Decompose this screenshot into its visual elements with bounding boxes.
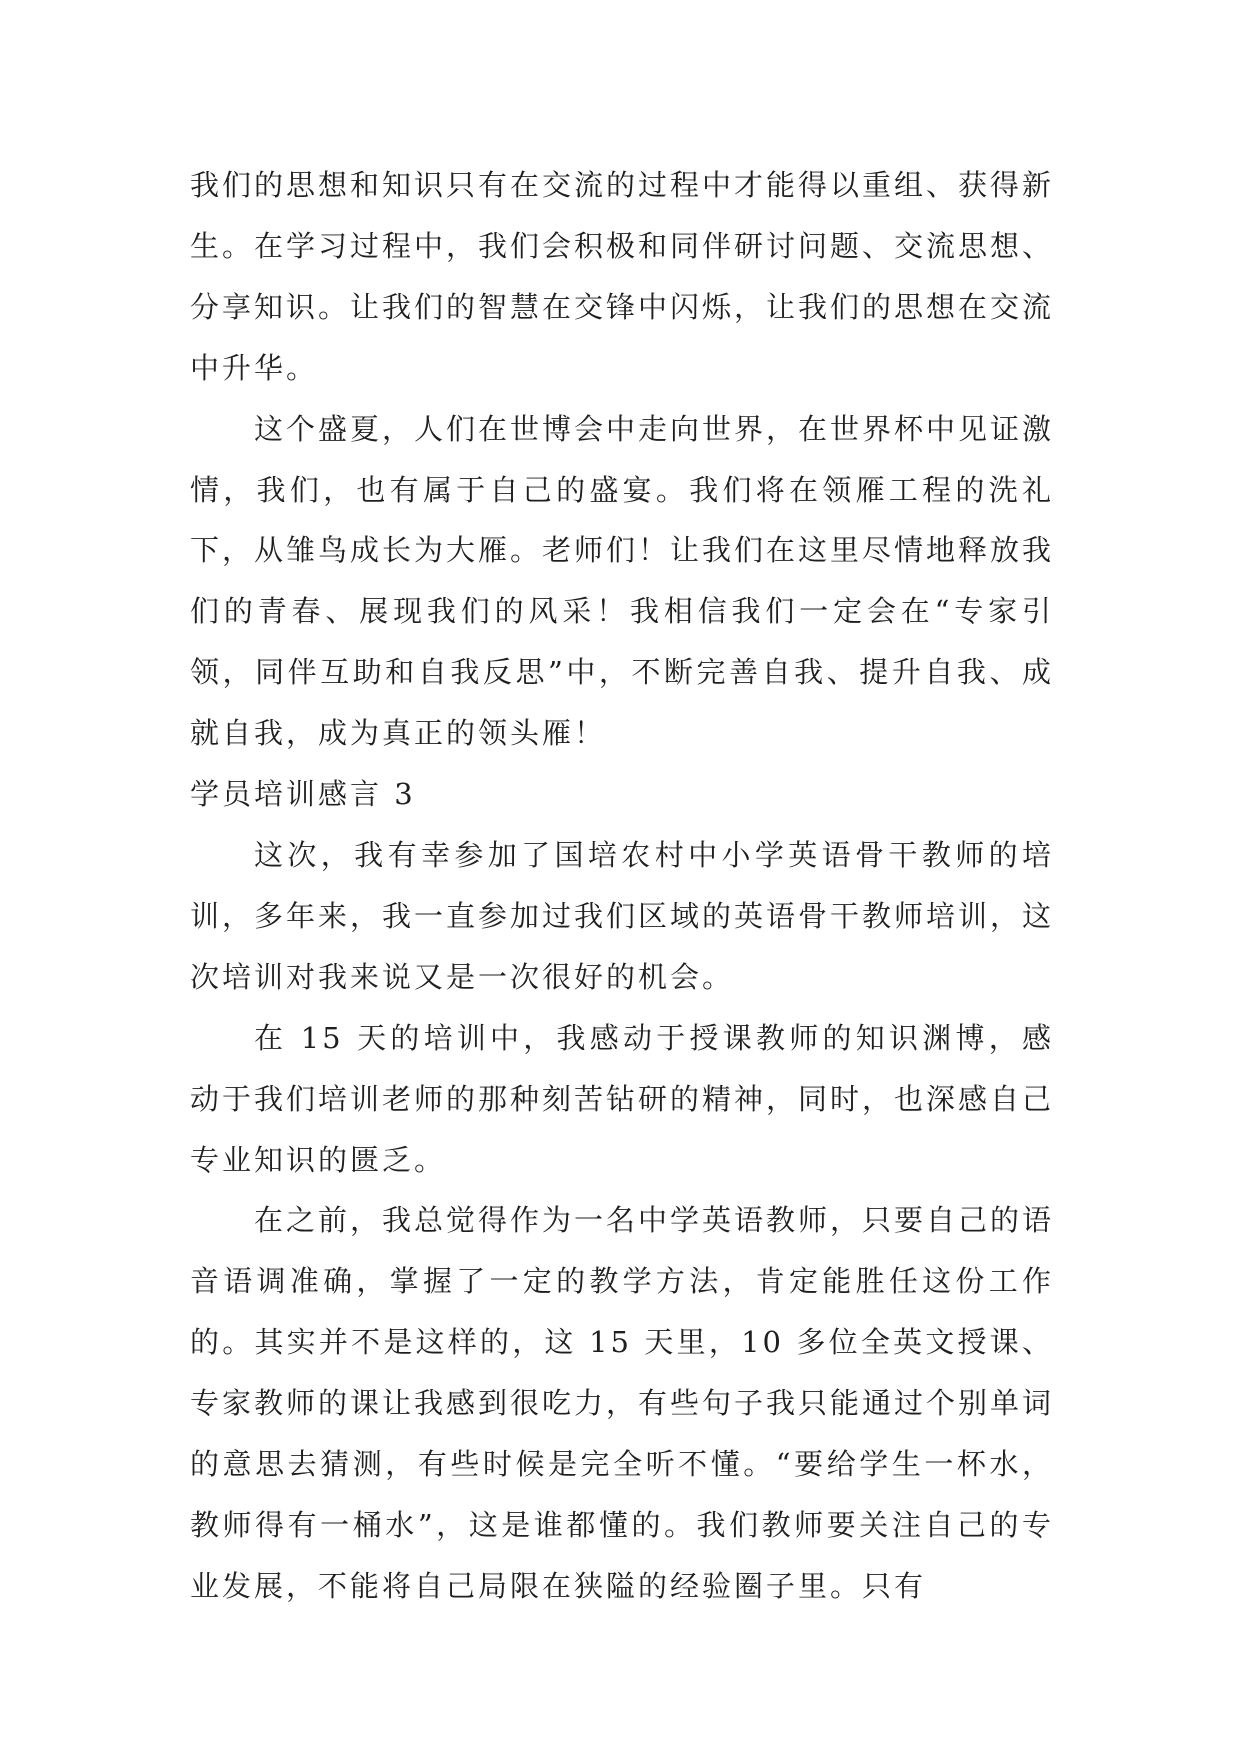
section-heading: 学员培训感言 3 — [190, 777, 416, 812]
paragraph: 在 15 天的培训中，我感动于授课教师的知识渊博，感动于我们培训老师的那种刻苦钻研的精神，同时，也深感自己专业知识的匮乏。 — [190, 1020, 1055, 1177]
paragraph-continuation: 我们的思想和知识只有在交流的过程中才能得以重组、获得新生。在学习过程中，我们会积极和同伴研讨问题、交流思想、分享知识。让我们的智慧在交锋中闪烁，让我们的思想在交流中升华。 — [190, 168, 1055, 385]
paragraph: 这个盛夏，人们在世博会中走向世界，在世界杯中见证激情，我们，也有属于自己的盛宴。我们将在领雁工程的洗礼下，从雏鸟成长为大雁。老师们！让我们在这里尽情地释放我们的青春、展现我们的风采！我相信我们一定会在“专家引领，同伴互助和自我反思”中，不断完善自我、提升自我、成就自我，成为真正的领头雁！ — [190, 411, 1055, 751]
paragraph: 在之前，我总觉得作为一名中学英语教师，只要自己的语音语调准确，掌握了一定的教学方法，肯定能胜任这份工作的。其实并不是这样的，这 15 天里，10 多位全英文授课、专家教师的课让我感到很吃力，有些句子我只能通过个别单词的意思去猜测，有些时候是完全听不懂。“要给学生一杯水，教师得有一桶水”，这是谁都懂的。我们教师要关注自己的专业发展，不能将自己局限在狭隘的经验圈子里。只有 — [190, 1203, 1055, 1603]
document-body — [190, 155, 1054, 1617]
paragraph: 这次，我有幸参加了国培农村中小学英语骨干教师的培训，多年来，我一直参加过我们区域的英语骨干教师培训，这次培训对我来说又是一次很好的机会。 — [190, 837, 1055, 994]
